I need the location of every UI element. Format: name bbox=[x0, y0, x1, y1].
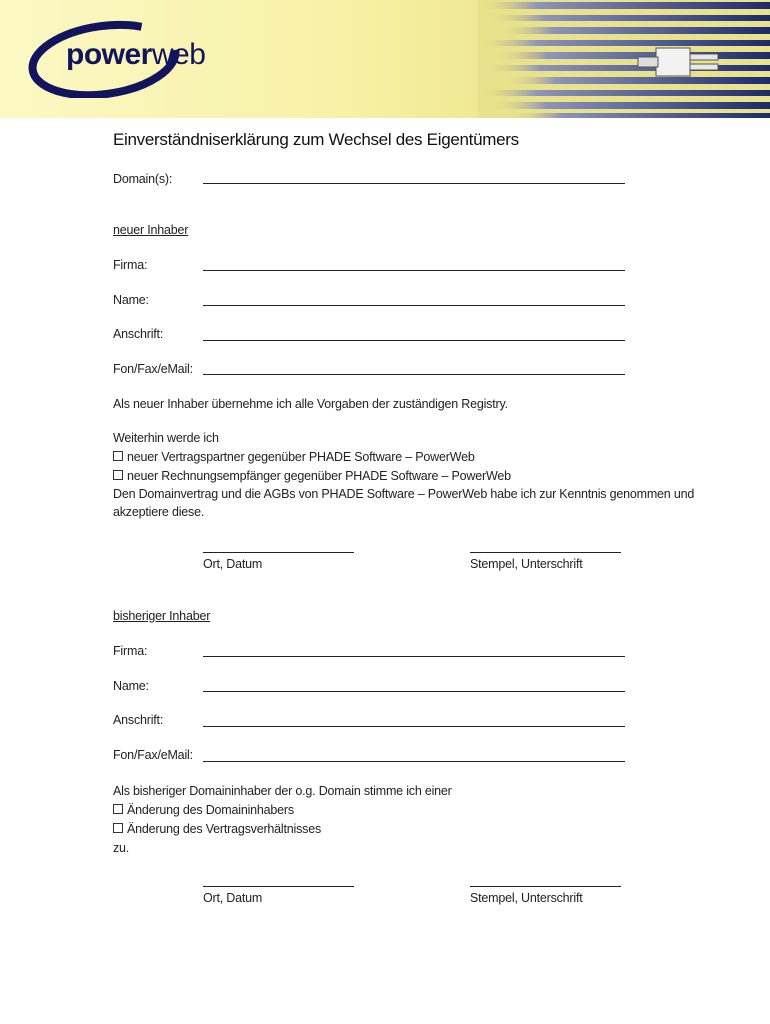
page-header bbox=[0, 0, 770, 118]
domain-label: Domain(s): bbox=[113, 172, 173, 186]
prev-owner-contact-line[interactable] bbox=[203, 761, 625, 762]
new-owner-option-1[interactable]: neuer Vertragspartner gegenüber PHADE Software – PowerWeb bbox=[113, 450, 475, 464]
prev-owner-option-2[interactable]: Änderung des Vertragsverhältnisses bbox=[113, 822, 321, 836]
page-title: Einverständniserklärung zum Wechsel des Eigentümers bbox=[113, 130, 519, 149]
prev-owner-firma-label: Firma: bbox=[113, 644, 148, 658]
powerweb-logo-text: powerweb bbox=[66, 38, 206, 71]
agb-statement-line-2: akzeptiere diese. bbox=[113, 505, 205, 519]
agb-statement-line-1: Den Domainvertrag und die AGBs von PHADE Software – PowerWeb habe ich zur Kenntnis genommen und bbox=[113, 487, 695, 501]
prev-owner-address-label: Anschrift: bbox=[113, 713, 164, 727]
new-owner-contact-label: Fon/Fax/eMail: bbox=[113, 362, 193, 376]
registry-statement: Als neuer Inhaber übernehme ich alle Vorgaben der zuständigen Registry. bbox=[113, 397, 508, 411]
new-owner-firma-label: Firma: bbox=[113, 258, 148, 272]
prev-owner-option-1[interactable]: Änderung des Domaininhabers bbox=[113, 803, 294, 817]
new-owner-address-line[interactable] bbox=[203, 340, 625, 341]
new-owner-firma-line[interactable] bbox=[203, 270, 625, 271]
new-owner-name-line[interactable] bbox=[203, 305, 625, 306]
prev-owner-firma-line[interactable] bbox=[203, 656, 625, 657]
new-owner-contact-line[interactable] bbox=[203, 374, 625, 375]
checkbox-icon[interactable] bbox=[113, 470, 123, 480]
consent-statement: Als bisheriger Domaininhaber der o.g. Domain stimme ich einer bbox=[113, 784, 452, 798]
new-owner-signature-caption: Stempel, Unterschrift bbox=[470, 557, 583, 571]
prev-owner-name-label: Name: bbox=[113, 679, 149, 693]
consent-closing: zu. bbox=[113, 841, 130, 855]
checkbox-icon[interactable] bbox=[113, 804, 123, 814]
new-owner-heading: neuer Inhaber bbox=[113, 223, 189, 237]
new-owner-signature-line[interactable] bbox=[470, 552, 621, 553]
domain-input-line[interactable] bbox=[203, 183, 625, 184]
header-stripes-graphic bbox=[478, 0, 770, 118]
new-owner-address-label: Anschrift: bbox=[113, 327, 164, 341]
prev-owner-date-line[interactable] bbox=[203, 886, 354, 887]
prev-owner-date-caption: Ort, Datum bbox=[203, 891, 263, 905]
prev-owner-signature-line[interactable] bbox=[470, 886, 621, 887]
new-owner-name-label: Name: bbox=[113, 293, 149, 307]
new-owner-date-line[interactable] bbox=[203, 552, 354, 553]
new-owner-date-caption: Ort, Datum bbox=[203, 557, 263, 571]
checkbox-icon[interactable] bbox=[113, 451, 123, 461]
checkbox-icon[interactable] bbox=[113, 823, 123, 833]
prev-owner-address-line[interactable] bbox=[203, 726, 625, 727]
previous-owner-heading: bisheriger Inhaber bbox=[113, 609, 211, 623]
new-owner-option-2[interactable]: neuer Rechnungsempfänger gegenüber PHADE Software – PowerWeb bbox=[113, 469, 511, 483]
prev-owner-name-line[interactable] bbox=[203, 691, 625, 692]
prev-owner-signature-caption: Stempel, Unterschrift bbox=[470, 891, 583, 905]
prev-owner-contact-label: Fon/Fax/eMail: bbox=[113, 748, 193, 762]
further-statement: Weiterhin werde ich bbox=[113, 431, 219, 445]
